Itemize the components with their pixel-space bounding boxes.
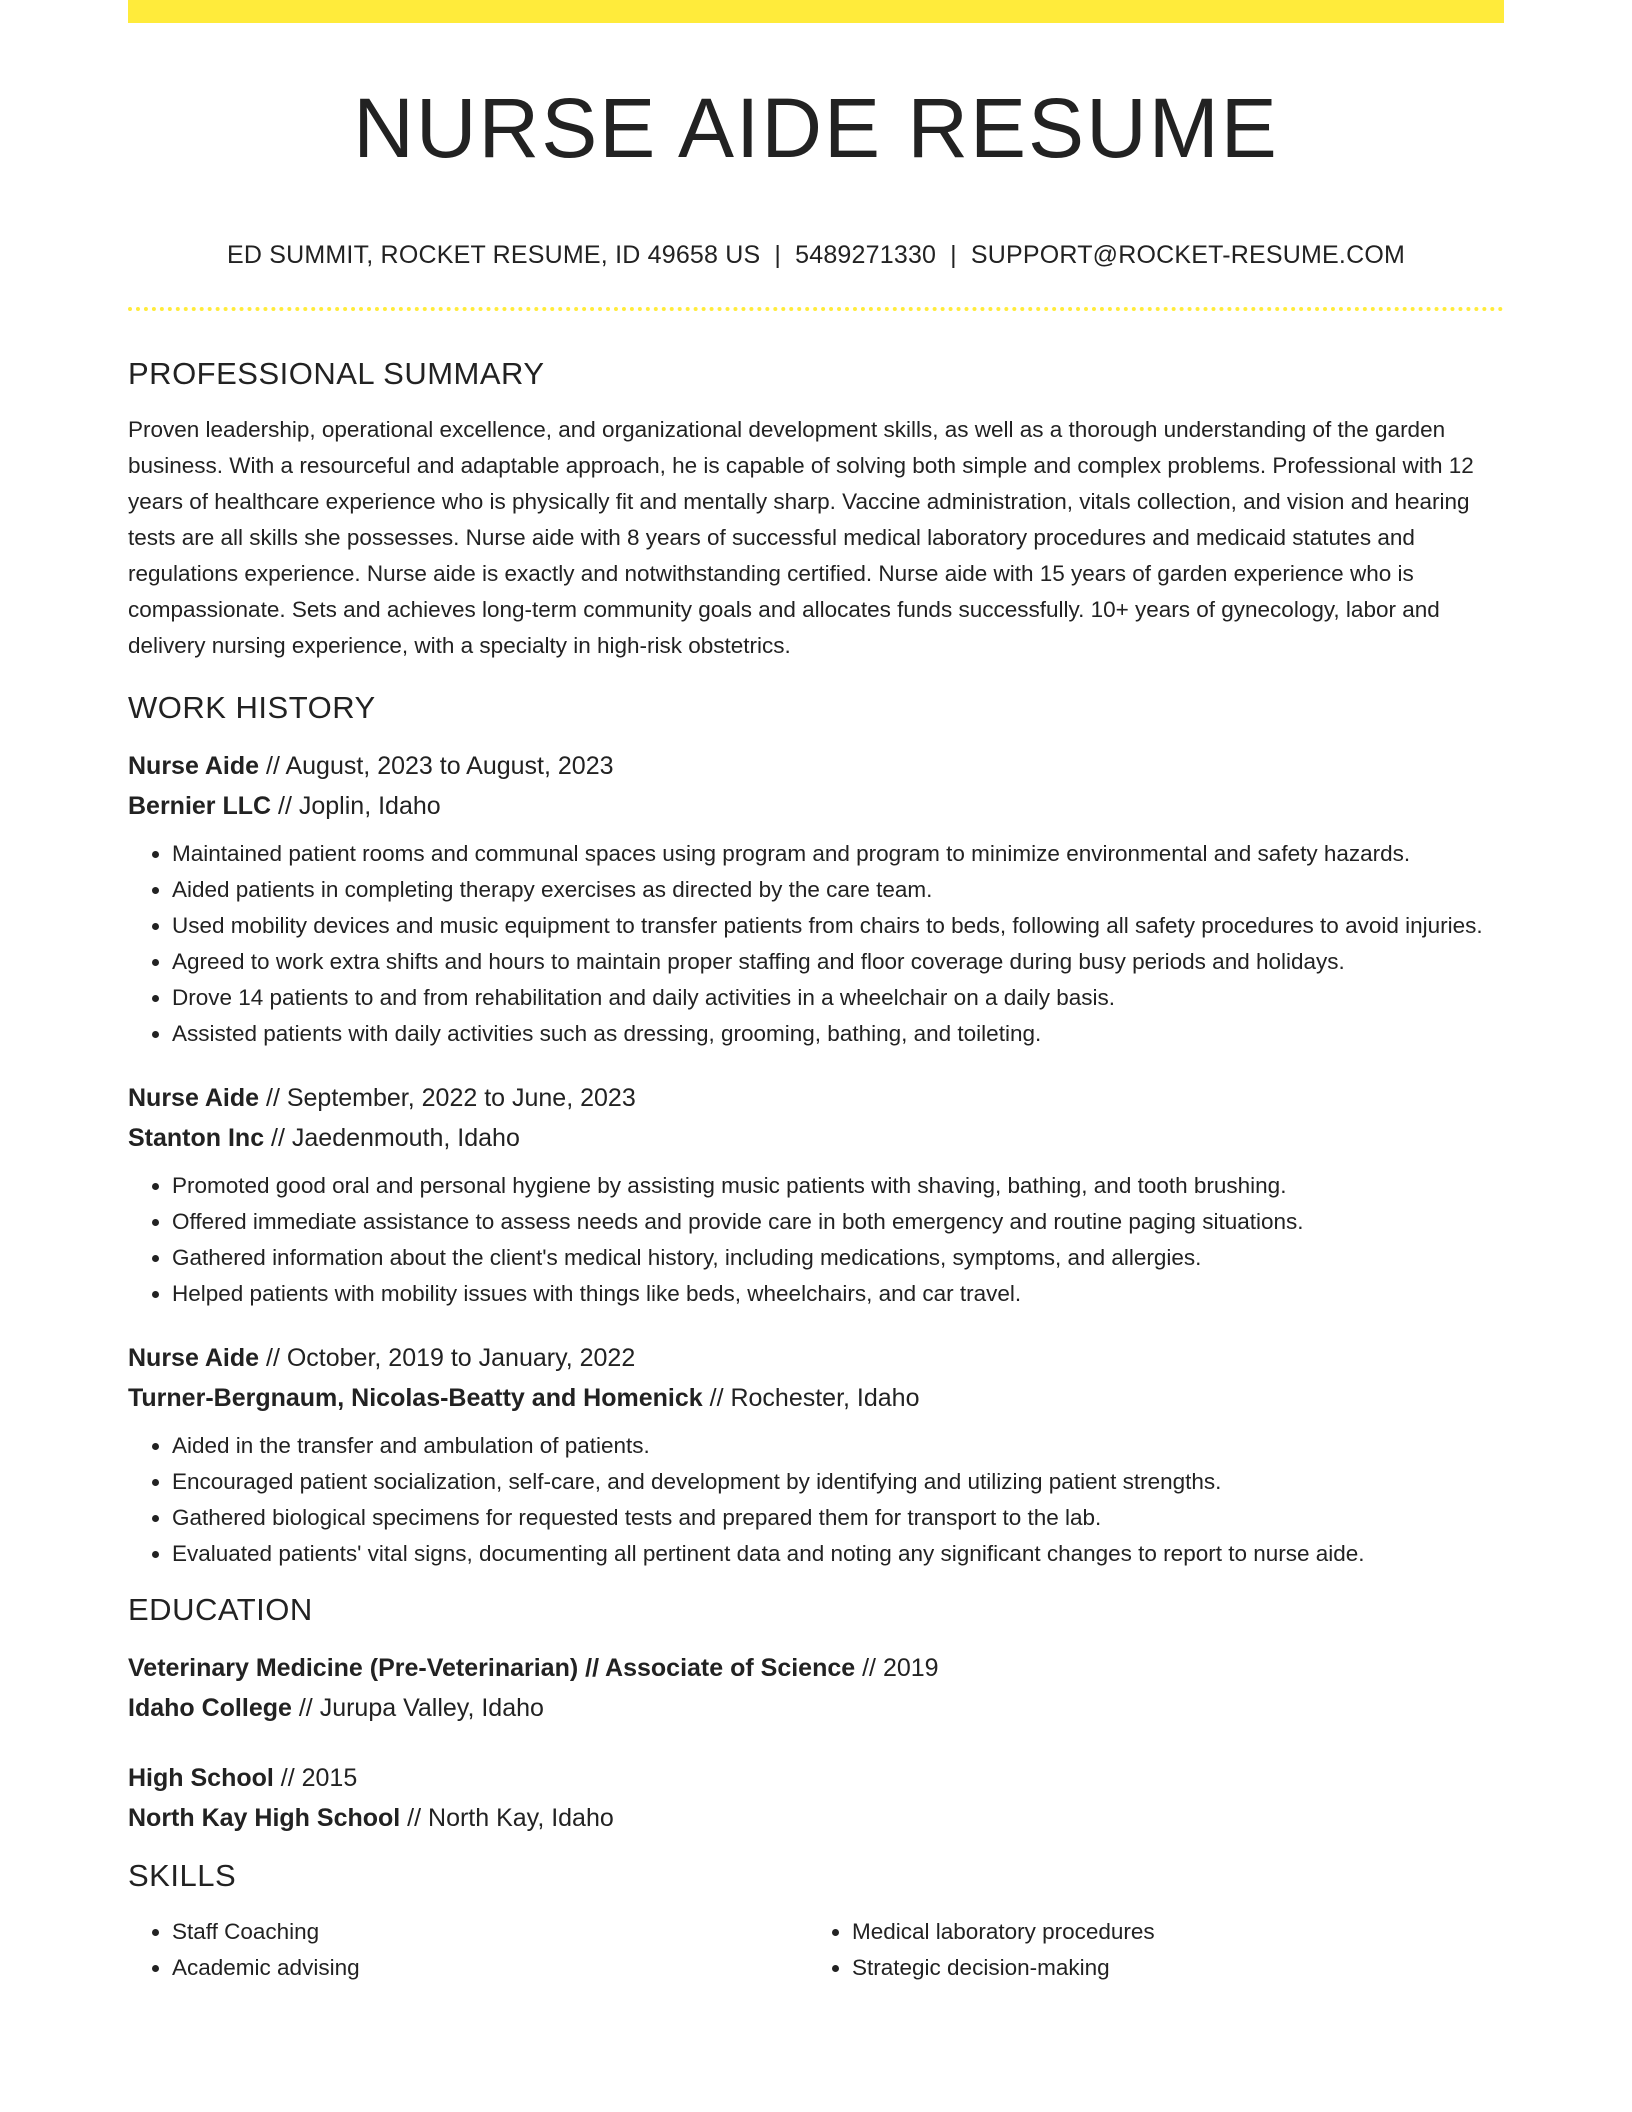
education-degree-line bbox=[128, 1758, 1504, 1798]
education-location: // North Kay, Idaho bbox=[400, 1804, 614, 1832]
list-item: • Gathered information about the client's medical history, including medications, symptoms, and allergies. bbox=[172, 1240, 1504, 1276]
job-position-line bbox=[128, 1338, 1504, 1378]
job-entry bbox=[128, 1338, 1504, 1572]
job-dates: // October, 2019 to January, 2022 bbox=[259, 1344, 636, 1372]
education-entry bbox=[128, 1648, 1504, 1728]
job-location: // Jaedenmouth, Idaho bbox=[264, 1124, 520, 1152]
job-position: Nurse Aide bbox=[128, 1344, 260, 1372]
job-company-line bbox=[128, 786, 1504, 826]
contact-line bbox=[128, 238, 1504, 272]
education-school: Idaho College bbox=[128, 1694, 292, 1722]
education-degree: High School bbox=[128, 1764, 274, 1792]
skills-grid bbox=[128, 1914, 1504, 1986]
list-item: • Drove 14 patients to and from rehabilitation and daily activities in a wheelchair on a daily basis. bbox=[172, 980, 1504, 1016]
contact-email: SUPPORT@ROCKET-RESUME.COM bbox=[970, 241, 1406, 269]
job-company-line bbox=[128, 1118, 1504, 1158]
job-dates: // August, 2023 to August, 2023 bbox=[259, 752, 614, 780]
job-company: Turner-Bergnaum, Nicolas-Beatty and Homenick bbox=[128, 1384, 703, 1412]
resume-body bbox=[128, 352, 1504, 1986]
job-position: Nurse Aide bbox=[128, 752, 260, 780]
list-item: • Maintained patient rooms and communal spaces using program and program to minimize environmental and safety hazards. bbox=[172, 836, 1504, 872]
work-history-heading: WORK HISTORY bbox=[128, 690, 376, 725]
skills-list-left bbox=[128, 1914, 808, 1986]
education-school: North Kay High School bbox=[128, 1804, 401, 1832]
dotted-divider bbox=[128, 307, 1504, 311]
contact-separator: | bbox=[950, 241, 957, 269]
resume-title: NURSE AIDE RESUME bbox=[353, 81, 1279, 175]
education-year: // 2019 bbox=[855, 1654, 939, 1682]
education-degree: Veterinary Medicine (Pre-Veterinarian) // Associate of Science bbox=[128, 1654, 856, 1682]
contact-phone: 5489271330 bbox=[795, 241, 937, 269]
education-school-line bbox=[128, 1688, 1504, 1728]
education-heading: EDUCATION bbox=[128, 1592, 313, 1627]
skill-item: • Medical laboratory procedures bbox=[852, 1914, 1504, 1950]
list-item: • Gathered biological specimens for requested tests and prepared them for transport to the lab. bbox=[172, 1500, 1504, 1536]
contact-separator: | bbox=[774, 241, 782, 269]
top-accent-bar bbox=[128, 0, 1504, 23]
skills-heading: SKILLS bbox=[128, 1858, 237, 1893]
list-item: • Offered immediate assistance to assess needs and provide care in both emergency and routine paging situations. bbox=[172, 1204, 1504, 1240]
contact-address: ED SUMMIT, ROCKET RESUME, ID 49658 US bbox=[226, 241, 761, 269]
skill-item: • Academic advising bbox=[172, 1950, 808, 1986]
job-company-line bbox=[128, 1378, 1504, 1418]
list-item: • Aided patients in completing therapy exercises as directed by the care team. bbox=[172, 872, 1504, 908]
skill-item: • Strategic decision-making bbox=[852, 1950, 1504, 1986]
summary-heading: PROFESSIONAL SUMMARY bbox=[128, 356, 545, 391]
job-position: Nurse Aide bbox=[128, 1084, 260, 1112]
job-dates: // September, 2022 to June, 2023 bbox=[259, 1084, 636, 1112]
list-item: • Agreed to work extra shifts and hours to maintain proper staffing and floor coverage during busy periods and holidays. bbox=[172, 944, 1504, 980]
skill-item: • Staff Coaching bbox=[172, 1914, 808, 1950]
list-item: • Helped patients with mobility issues with things like beds, wheelchairs, and car travel. bbox=[172, 1276, 1504, 1312]
education-degree-line bbox=[128, 1648, 1504, 1688]
job-entry bbox=[128, 746, 1504, 1052]
list-item: • Used mobility devices and music equipment to transfer patients from chairs to beds, following all safety procedures to avoid injuries. bbox=[172, 908, 1504, 944]
job-duties-list bbox=[128, 1168, 1504, 1312]
list-item: • Encouraged patient socialization, self-care, and development by identifying and utilizing patient strengths. bbox=[172, 1464, 1504, 1500]
job-location: // Rochester, Idaho bbox=[702, 1384, 920, 1412]
skills-list-right bbox=[808, 1914, 1504, 1986]
list-item: • Promoted good oral and personal hygiene by assisting music patients with shaving, bathing, and tooth brushing. bbox=[172, 1168, 1504, 1204]
job-entry bbox=[128, 1078, 1504, 1312]
job-position-line bbox=[128, 746, 1504, 786]
job-company: Bernier LLC bbox=[128, 792, 272, 820]
summary-text: Proven leadership, operational excellence, and organizational development skills, as well as a thorough understanding of the garden business. With a resourceful and adaptable approach, he is capable of solving both simple and complex problems. Professional with 12 years of healthcare experience who is physically fit and mentally sharp. Vaccine administration, vitals collection, and vision and hearing tests are all skills she possesses. Nurse aide with 8 years of successful medical laboratory procedures and medicaid statutes and regulations experience. Nurse aide is exactly and notwithstanding certified. Nurse aide with 15 years of garden experience who is compassionate. Sets and achieves long-term community goals and allocates funds successfully. 10+ years of gynecology, labor and delivery nursing experience, with a specialty in high-risk obstetrics. bbox=[128, 417, 1474, 658]
job-position-line bbox=[128, 1078, 1504, 1118]
list-item: • Aided in the transfer and ambulation of patients. bbox=[172, 1428, 1504, 1464]
education-location: // Jurupa Valley, Idaho bbox=[291, 1694, 544, 1722]
list-item: • Assisted patients with daily activities such as dressing, grooming, bathing, and toileting. bbox=[172, 1016, 1504, 1052]
job-location: // Joplin, Idaho bbox=[271, 792, 441, 820]
list-item: • Evaluated patients' vital signs, documenting all pertinent data and noting any significant changes to report to nurse aide. bbox=[172, 1536, 1504, 1572]
job-duties-list bbox=[128, 1428, 1504, 1572]
education-entry bbox=[128, 1758, 1504, 1838]
job-duties-list bbox=[128, 836, 1504, 1052]
education-year: // 2015 bbox=[273, 1764, 358, 1792]
job-company: Stanton Inc bbox=[128, 1124, 265, 1152]
education-school-line bbox=[128, 1798, 1504, 1838]
